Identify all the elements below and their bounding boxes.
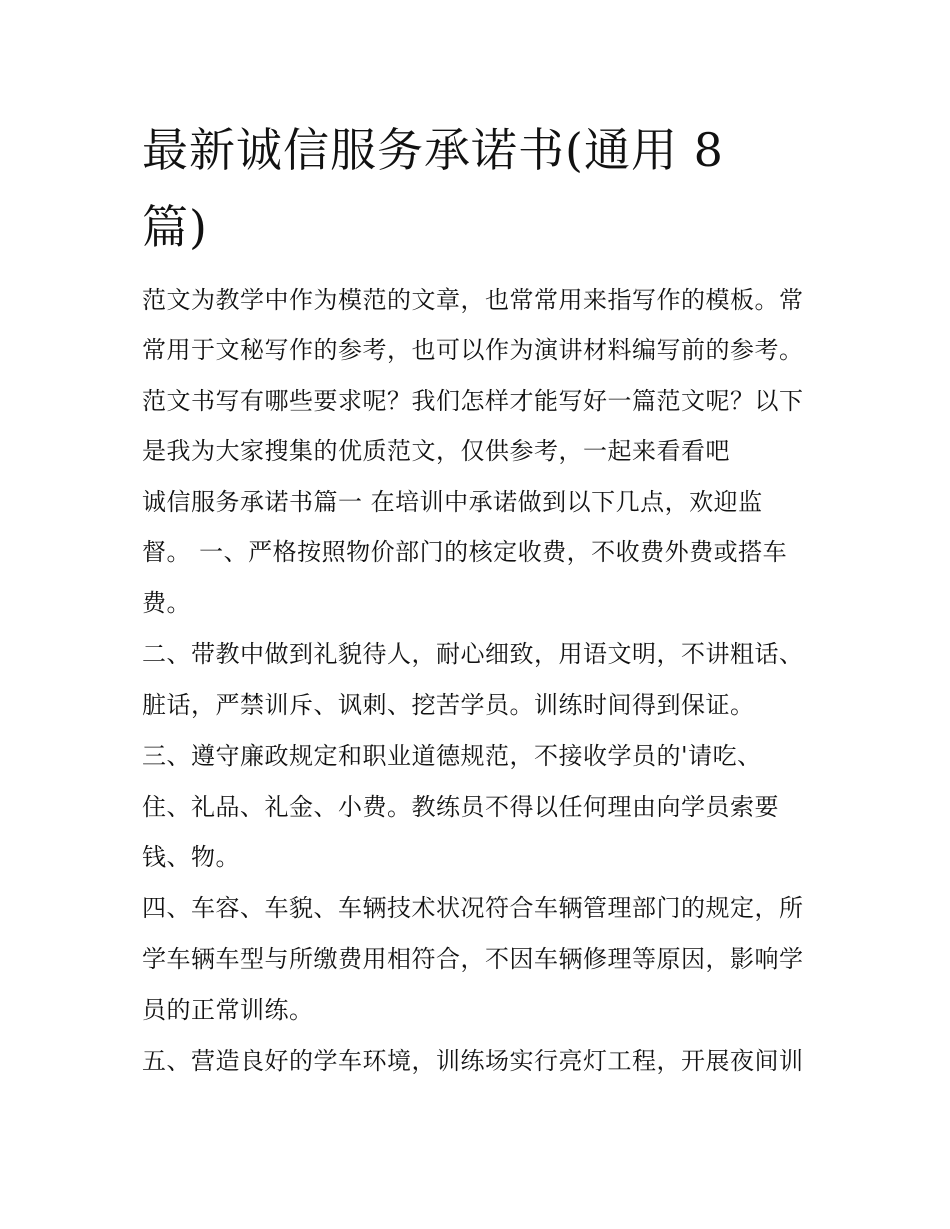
- body-line: 四、车容、车貌、车辆技术状况符合车辆管理部门的规定，所: [142, 894, 804, 922]
- body-line: 督。 一、严格按照物价部门的核定收费，不收费外费或搭车: [142, 538, 788, 566]
- body-line: 脏话，严禁训斥、讽刺、挖苦学员。训练时间得到保证。: [142, 691, 755, 719]
- body-line: 常用于文秘写作的参考，也可以作为演讲材料编写前的参考。: [142, 336, 804, 364]
- body-line: 范文书写有哪些要求呢？我们怎样才能写好一篇范文呢？以下: [142, 387, 804, 415]
- body-line: 三、遵守廉政规定和职业道德规范，不接收学员的'请吃、: [142, 742, 762, 770]
- body-line: 是我为大家搜集的优质范文，仅供参考，一起来看看吧: [142, 437, 730, 465]
- body-line: 诚信服务承诺书篇一 在培训中承诺做到以下几点，欢迎监: [142, 488, 763, 516]
- body-line: 范文为教学中作为模范的文章，也常常用来指写作的模板。常: [142, 286, 804, 314]
- body-line: 五、营造良好的学车环境，训练场实行亮灯工程，开展夜间训: [142, 1047, 804, 1075]
- body-line: 二、带教中做到礼貌待人，耐心细致，用语文明，不讲粗话、: [142, 640, 804, 668]
- title-line-2: 篇): [142, 200, 208, 254]
- document-title: [142, 112, 822, 266]
- body-line: 住、礼品、礼金、小费。教练员不得以任何理由向学员索要: [142, 793, 779, 821]
- body-line: 学车辆车型与所缴费用相符合，不因车辆修理等原因，影响学: [142, 945, 804, 973]
- body-line: 费。: [142, 589, 191, 617]
- title-line-1: 最新诚信服务承诺书(通用 8: [142, 123, 724, 177]
- body-line: 员的正常训练。: [142, 996, 314, 1024]
- body-line: 钱、物。: [142, 843, 240, 871]
